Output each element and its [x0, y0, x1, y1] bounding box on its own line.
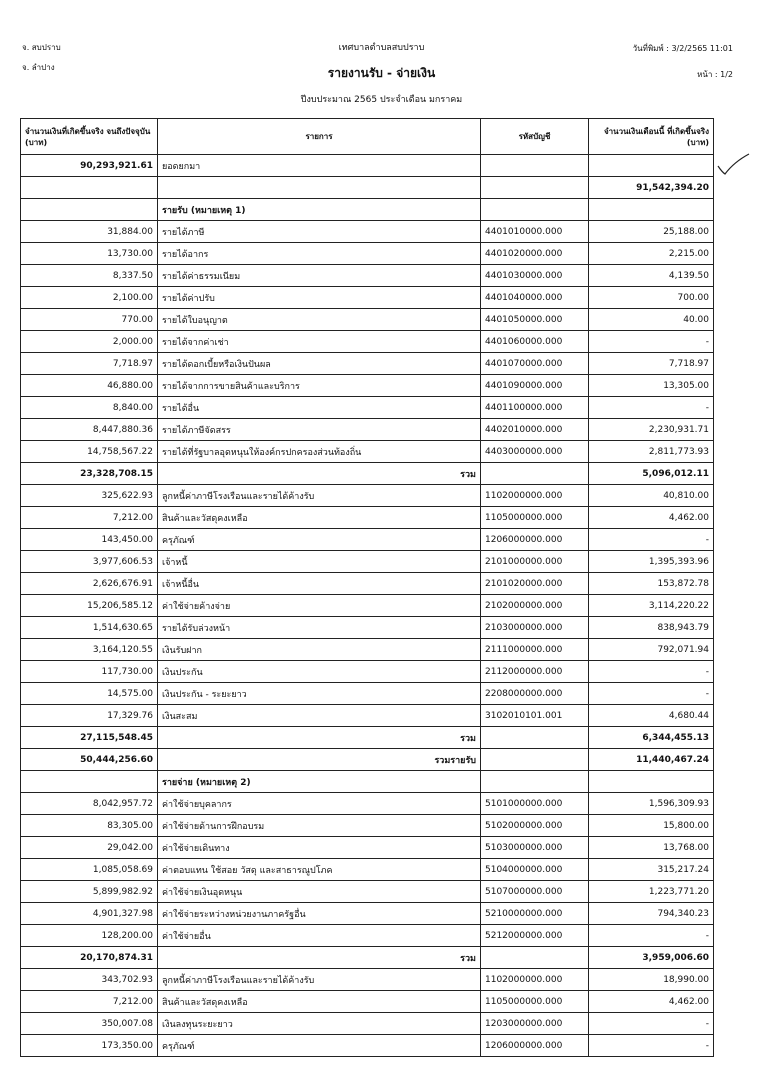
item-name-cell: รายได้ที่รัฐบาลอุดหนุนให้องค์กรปกครองส่วนท้องถิ่น [158, 441, 481, 463]
account-code-cell: 2103000000.000 [481, 617, 589, 639]
account-code-cell: 2102000000.000 [481, 595, 589, 617]
account-code-cell: 1102000000.000 [481, 485, 589, 507]
monthly-amount-cell: - [589, 331, 714, 353]
page-number: หน้า : 1/2 [697, 70, 733, 79]
account-code-cell [481, 771, 589, 793]
account-code-cell: 1105000000.000 [481, 507, 589, 529]
monthly-amount-cell: 40,810.00 [589, 485, 714, 507]
cumulative-amount-cell: 2,000.00 [21, 331, 158, 353]
table-row [21, 485, 714, 507]
monthly-amount-cell: 6,344,455.13 [589, 727, 714, 749]
cumulative-amount-cell: 8,042,957.72 [21, 793, 158, 815]
table-row [21, 705, 714, 727]
account-code-cell: 4401060000.000 [481, 331, 589, 353]
table-row [21, 529, 714, 551]
monthly-amount-cell: - [589, 397, 714, 419]
col-header-account-code: รหัสบัญชี [481, 119, 589, 155]
item-name-cell: ค่าใช้จ่ายด้านการฝึกอบรม [158, 815, 481, 837]
account-code-cell [481, 155, 589, 177]
account-code-cell: 2111000000.000 [481, 639, 589, 661]
account-code-cell [481, 749, 589, 771]
pen-check-mark-icon [716, 152, 750, 176]
table-row [21, 683, 714, 705]
monthly-amount-cell: 700.00 [589, 287, 714, 309]
cumulative-amount-cell: 8,337.50 [21, 265, 158, 287]
item-name-cell: เจ้าหนี้อื่น [158, 573, 481, 595]
account-code-cell: 5107000000.000 [481, 881, 589, 903]
monthly-amount-cell: 18,990.00 [589, 969, 714, 991]
item-name-cell: เงินรับฝาก [158, 639, 481, 661]
table-row [21, 221, 714, 243]
table-row [21, 265, 714, 287]
cumulative-amount-cell: 173,350.00 [21, 1035, 158, 1057]
monthly-amount-cell: 4,462.00 [589, 991, 714, 1013]
cumulative-amount-cell: 20,170,874.31 [21, 947, 158, 969]
monthly-amount-cell: 2,811,773.93 [589, 441, 714, 463]
item-name-cell: รายจ่าย (หมายเหตุ 2) [158, 771, 481, 793]
item-name-cell: ค่าใช้จ่ายระหว่างหน่วยงานภาครัฐอื่น [158, 903, 481, 925]
cumulative-amount-cell: 2,626,676.91 [21, 573, 158, 595]
table-row [21, 837, 714, 859]
table-row [21, 991, 714, 1013]
monthly-amount-cell: 15,800.00 [589, 815, 714, 837]
account-code-cell: 5210000000.000 [481, 903, 589, 925]
table-header-row [21, 119, 714, 155]
cumulative-amount-cell: 343,702.93 [21, 969, 158, 991]
item-name-cell: ครุภัณฑ์ [158, 1035, 481, 1057]
cumulative-amount-cell: 50,444,256.60 [21, 749, 158, 771]
cumulative-amount-cell: 8,447,880.36 [21, 419, 158, 441]
table-row [21, 155, 714, 177]
item-name-cell: เงินประกัน [158, 661, 481, 683]
cumulative-amount-cell: 83,305.00 [21, 815, 158, 837]
monthly-amount-cell: - [589, 925, 714, 947]
item-name-cell: ค่าใช้จ่ายอื่น [158, 925, 481, 947]
monthly-amount-cell: 2,230,931.71 [589, 419, 714, 441]
item-name-cell: ลูกหนี้ค่าภาษีโรงเรือนและรายได้ค้างรับ [158, 969, 481, 991]
item-name-cell: เงินประกัน - ระยะยาว [158, 683, 481, 705]
monthly-amount-cell: 153,872.78 [589, 573, 714, 595]
monthly-amount-cell: 25,188.00 [589, 221, 714, 243]
account-code-cell: 1105000000.000 [481, 991, 589, 1013]
monthly-amount-cell [589, 771, 714, 793]
table-row [21, 617, 714, 639]
account-code-cell: 2101000000.000 [481, 551, 589, 573]
table-row [21, 463, 714, 485]
monthly-amount-cell: 794,340.23 [589, 903, 714, 925]
item-name-cell: ค่าใช้จ่ายเงินอุดหนุน [158, 881, 481, 903]
item-name-cell: รายได้อื่น [158, 397, 481, 419]
item-name-cell: รายได้รับล่วงหน้า [158, 617, 481, 639]
table-body [21, 155, 714, 1057]
district-line: จ. สบปราบ [22, 43, 61, 52]
account-code-cell: 4401020000.000 [481, 243, 589, 265]
monthly-amount-cell: - [589, 661, 714, 683]
cumulative-amount-cell: 770.00 [21, 309, 158, 331]
table-row [21, 177, 714, 199]
table-row [21, 639, 714, 661]
account-code-cell: 4401070000.000 [481, 353, 589, 375]
item-name-cell: รายได้ภาษี [158, 221, 481, 243]
monthly-amount-cell: 4,462.00 [589, 507, 714, 529]
cumulative-amount-cell: 29,042.00 [21, 837, 158, 859]
account-code-cell: 4401010000.000 [481, 221, 589, 243]
cumulative-amount-cell: 5,899,982.92 [21, 881, 158, 903]
table-row [21, 397, 714, 419]
item-name-cell: รายได้จากค่าเช่า [158, 331, 481, 353]
account-code-cell: 2112000000.000 [481, 661, 589, 683]
item-name-cell: เจ้าหนี้ [158, 551, 481, 573]
cumulative-amount-cell [21, 771, 158, 793]
table-row [21, 771, 714, 793]
cumulative-amount-cell: 14,575.00 [21, 683, 158, 705]
table-row [21, 859, 714, 881]
account-code-cell: 3102010101.001 [481, 705, 589, 727]
col-header-item: รายการ [158, 119, 481, 155]
cumulative-amount-cell: 90,293,921.61 [21, 155, 158, 177]
col-header-this-month: จำนวนเงินเดือนนี้ ที่เกิดขึ้นจริง (บาท) [589, 119, 714, 155]
col-header-cumulative: จำนวนเงินที่เกิดขึ้นจริง จนถึงปัจจุบัน (บาท) [21, 119, 158, 155]
monthly-amount-cell: 13,305.00 [589, 375, 714, 397]
table-row [21, 903, 714, 925]
account-code-cell: 5212000000.000 [481, 925, 589, 947]
cumulative-amount-cell: 15,206,585.12 [21, 595, 158, 617]
item-name-cell: รายได้จากการขายสินค้าและบริการ [158, 375, 481, 397]
monthly-amount-cell: 2,215.00 [589, 243, 714, 265]
table-row [21, 551, 714, 573]
item-name-cell: รายได้ค่าธรรมเนียม [158, 265, 481, 287]
monthly-amount-cell [589, 199, 714, 221]
receipt-payment-table [20, 118, 714, 1057]
organization-name: เทศบาลตำบลสบปราบ [338, 43, 425, 53]
print-date: วันที่พิมพ์ : 3/2/2565 11:01 [632, 44, 733, 53]
monthly-amount-cell: 13,768.00 [589, 837, 714, 859]
table-row [21, 309, 714, 331]
account-code-cell: 2101020000.000 [481, 573, 589, 595]
cumulative-amount-cell: 1,514,630.65 [21, 617, 158, 639]
cumulative-amount-cell: 3,164,120.55 [21, 639, 158, 661]
table-row [21, 1035, 714, 1057]
cumulative-amount-cell: 2,100.00 [21, 287, 158, 309]
table-row [21, 793, 714, 815]
table-row [21, 947, 714, 969]
item-name-cell [158, 177, 481, 199]
cumulative-amount-cell: 27,115,548.45 [21, 727, 158, 749]
monthly-amount-cell: 3,959,006.60 [589, 947, 714, 969]
monthly-amount-cell: 838,943.79 [589, 617, 714, 639]
monthly-amount-cell: - [589, 1035, 714, 1057]
account-code-cell [481, 947, 589, 969]
monthly-amount-cell: 315,217.24 [589, 859, 714, 881]
monthly-amount-cell: 40.00 [589, 309, 714, 331]
monthly-amount-cell: 1,596,309.93 [589, 793, 714, 815]
table-row [21, 881, 714, 903]
item-name-cell: ค่าใช้จ่ายเดินทาง [158, 837, 481, 859]
cumulative-amount-cell: 117,730.00 [21, 661, 158, 683]
account-code-cell: 4401100000.000 [481, 397, 589, 419]
account-code-cell: 4402010000.000 [481, 419, 589, 441]
account-code-cell: 4401030000.000 [481, 265, 589, 287]
account-code-cell: 4403000000.000 [481, 441, 589, 463]
table-row [21, 925, 714, 947]
account-code-cell [481, 199, 589, 221]
cumulative-amount-cell: 7,718.97 [21, 353, 158, 375]
cumulative-amount-cell: 13,730.00 [21, 243, 158, 265]
monthly-amount-cell: - [589, 529, 714, 551]
cumulative-amount-cell [21, 199, 158, 221]
cumulative-amount-cell: 17,329.76 [21, 705, 158, 727]
table-row [21, 573, 714, 595]
table-row [21, 661, 714, 683]
item-name-cell: ยอดยกมา [158, 155, 481, 177]
account-code-cell: 4401050000.000 [481, 309, 589, 331]
account-code-cell [481, 463, 589, 485]
item-name-cell: รายได้ภาษีจัดสรร [158, 419, 481, 441]
account-code-cell: 1206000000.000 [481, 1035, 589, 1057]
item-name-cell: เงินลงทุนระยะยาว [158, 1013, 481, 1035]
item-name-cell: รายได้ใบอนุญาต [158, 309, 481, 331]
account-code-cell: 5101000000.000 [481, 793, 589, 815]
item-name-cell: สินค้าและวัสดุคงเหลือ [158, 991, 481, 1013]
table-row [21, 507, 714, 529]
monthly-amount-cell: 1,395,393.96 [589, 551, 714, 573]
account-code-cell: 1102000000.000 [481, 969, 589, 991]
monthly-amount-cell: 91,542,394.20 [589, 177, 714, 199]
table-row [21, 969, 714, 991]
account-code-cell: 4401040000.000 [481, 287, 589, 309]
cumulative-amount-cell: 4,901,327.98 [21, 903, 158, 925]
item-name-cell: สินค้าและวัสดุคงเหลือ [158, 507, 481, 529]
account-code-cell [481, 177, 589, 199]
account-code-cell [481, 727, 589, 749]
item-name-cell: รายได้อากร [158, 243, 481, 265]
monthly-amount-cell [589, 155, 714, 177]
cumulative-amount-cell [21, 177, 158, 199]
account-code-cell: 5103000000.000 [481, 837, 589, 859]
item-name-cell: ครุภัณฑ์ [158, 529, 481, 551]
table-row [21, 199, 714, 221]
monthly-amount-cell: - [589, 683, 714, 705]
monthly-amount-cell: 5,096,012.11 [589, 463, 714, 485]
table-row [21, 815, 714, 837]
item-name-cell: เงินสะสม [158, 705, 481, 727]
table-row [21, 727, 714, 749]
table-row [21, 331, 714, 353]
cumulative-amount-cell: 14,758,567.22 [21, 441, 158, 463]
table-row [21, 595, 714, 617]
cumulative-amount-cell: 143,450.00 [21, 529, 158, 551]
item-name-cell: ค่าตอบแทน ใช้สอย วัสดุ และสาธารณูปโภค [158, 859, 481, 881]
cumulative-amount-cell: 325,622.93 [21, 485, 158, 507]
account-code-cell: 1206000000.000 [481, 529, 589, 551]
report-subtitle: ปีงบประมาณ 2565 ประจำเดือน มกราคม [300, 95, 463, 105]
cumulative-amount-cell: 7,212.00 [21, 507, 158, 529]
item-name-cell: รวมรายรับ [158, 749, 481, 771]
cumulative-amount-cell: 23,328,708.15 [21, 463, 158, 485]
account-code-cell: 2208000000.000 [481, 683, 589, 705]
item-name-cell: รวม [158, 463, 481, 485]
item-name-cell: ค่าใช้จ่ายค้างจ่าย [158, 595, 481, 617]
table-row [21, 1013, 714, 1035]
item-name-cell: รวม [158, 947, 481, 969]
monthly-amount-cell: 792,071.94 [589, 639, 714, 661]
account-code-cell: 5102000000.000 [481, 815, 589, 837]
cumulative-amount-cell: 7,212.00 [21, 991, 158, 1013]
cumulative-amount-cell: 46,880.00 [21, 375, 158, 397]
monthly-amount-cell: 3,114,220.22 [589, 595, 714, 617]
cumulative-amount-cell: 31,884.00 [21, 221, 158, 243]
monthly-amount-cell: - [589, 1013, 714, 1035]
item-name-cell: รวม [158, 727, 481, 749]
item-name-cell: รายได้ค่าปรับ [158, 287, 481, 309]
table-row [21, 243, 714, 265]
item-name-cell: ลูกหนี้ค่าภาษีโรงเรือนและรายได้ค้างรับ [158, 485, 481, 507]
table-row [21, 749, 714, 771]
item-name-cell: รายได้ดอกเบี้ยหรือเงินปันผล [158, 353, 481, 375]
cumulative-amount-cell: 8,840.00 [21, 397, 158, 419]
account-code-cell: 5104000000.000 [481, 859, 589, 881]
table-row [21, 353, 714, 375]
monthly-amount-cell: 11,440,467.24 [589, 749, 714, 771]
item-name-cell: ค่าใช้จ่ายบุคลากร [158, 793, 481, 815]
monthly-amount-cell: 7,718.97 [589, 353, 714, 375]
cumulative-amount-cell: 350,007.08 [21, 1013, 158, 1035]
table-row [21, 287, 714, 309]
item-name-cell: รายรับ (หมายเหตุ 1) [158, 199, 481, 221]
table-row [21, 375, 714, 397]
report-title: รายงานรับ - จ่ายเงิน [327, 66, 436, 80]
account-code-cell: 1203000000.000 [481, 1013, 589, 1035]
table-row [21, 419, 714, 441]
cumulative-amount-cell: 128,200.00 [21, 925, 158, 947]
monthly-amount-cell: 4,680.44 [589, 705, 714, 727]
account-code-cell: 4401090000.000 [481, 375, 589, 397]
monthly-amount-cell: 1,223,771.20 [589, 881, 714, 903]
province-line: จ. ลำปาง [22, 63, 55, 72]
monthly-amount-cell: 4,139.50 [589, 265, 714, 287]
table-row [21, 441, 714, 463]
cumulative-amount-cell: 3,977,606.53 [21, 551, 158, 573]
cumulative-amount-cell: 1,085,058.69 [21, 859, 158, 881]
